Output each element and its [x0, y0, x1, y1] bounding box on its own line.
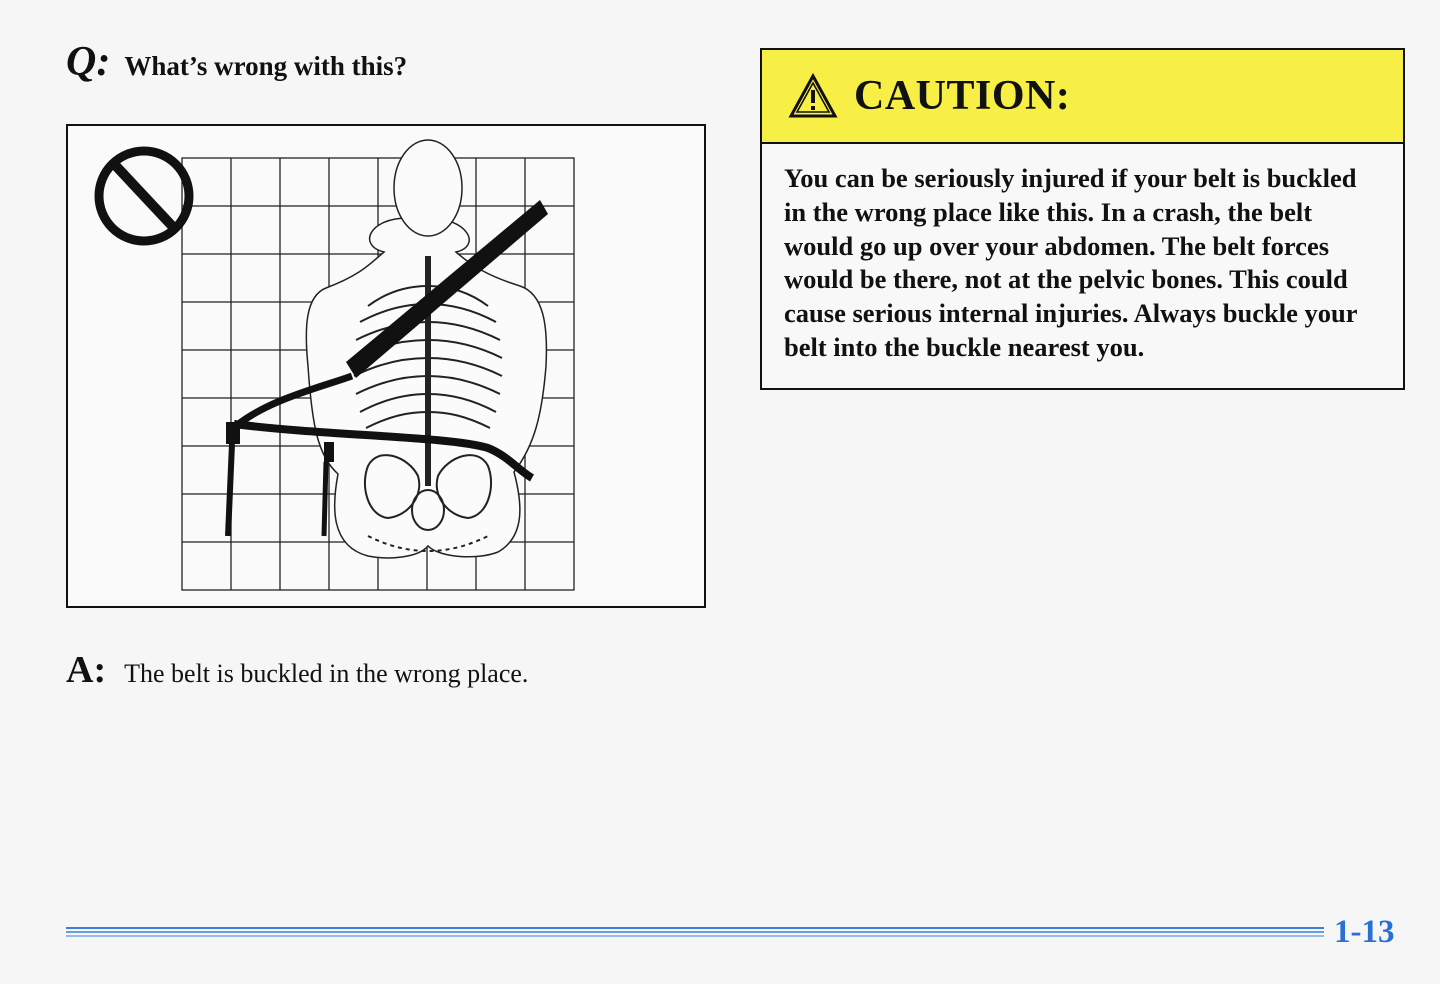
illustration-drawing — [68, 126, 704, 606]
warning-triangle-icon — [788, 73, 838, 119]
caution-text: You can be seriously injured if your belt is buckled in the wrong place like this. In a crash, the belt would go up over your abdomen. The belt forces would be there, not at the pelvic bones. This could cause serious internal injuries. Always buckle your belt into the buckle nearest you. — [784, 163, 1357, 362]
inner-buckle — [324, 442, 334, 462]
left-buckle — [226, 422, 240, 444]
answer-line — [66, 648, 528, 692]
question-label: Q: — [66, 39, 111, 85]
caution-header — [762, 50, 1403, 144]
question-text: What’s wrong with this? — [124, 51, 408, 81]
prohibited-icon — [99, 151, 189, 241]
question-line — [66, 38, 407, 86]
footer-rule — [66, 924, 1324, 940]
answer-text: The belt is buckled in the wrong place. — [124, 659, 529, 688]
page-number: 1-13 — [1334, 914, 1395, 950]
caution-box — [760, 48, 1405, 390]
seatbelt-illustration — [66, 124, 706, 608]
answer-label: A: — [66, 649, 107, 691]
caution-title: CAUTION: — [854, 73, 1071, 119]
